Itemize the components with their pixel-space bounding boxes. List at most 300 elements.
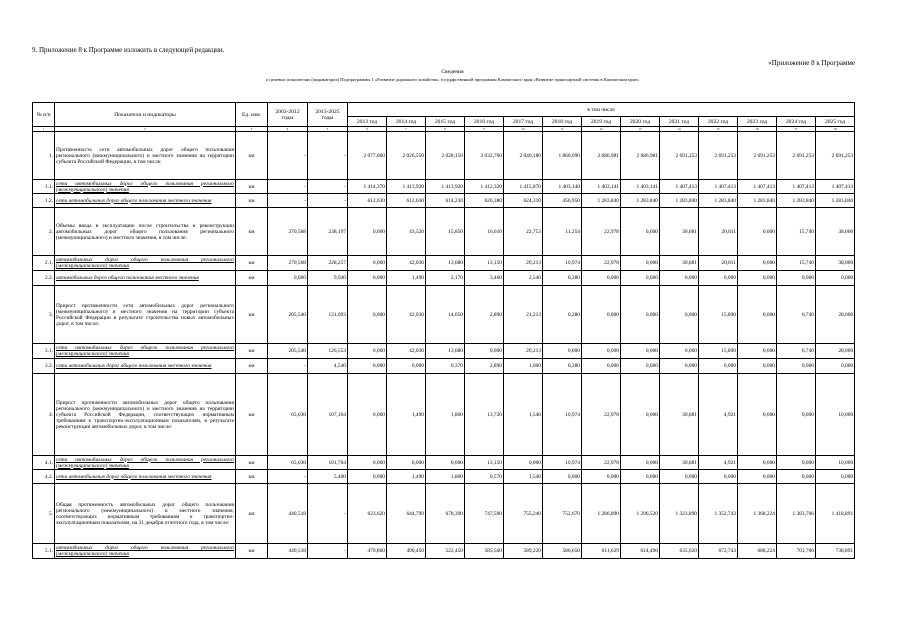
- table-row: [33, 470, 855, 484]
- row-year-value: 4,921: [699, 374, 738, 456]
- row-year-value: 6,740: [777, 286, 816, 344]
- appendix-reference: «Приложение 8 к Программе: [768, 59, 855, 67]
- column-number: 17: [777, 127, 816, 132]
- row-year-value: 1 860,090: [543, 132, 582, 180]
- col-header-year: 2015 год: [426, 117, 465, 127]
- row-year-value: 612,630: [387, 194, 426, 208]
- row-year-value: 0,000: [348, 208, 387, 256]
- row-year-value: 16,610: [465, 208, 504, 256]
- row-year-value: 0,000: [621, 470, 660, 484]
- row-year-value: 1 283,840: [660, 194, 699, 208]
- row-year-value: 0,000: [738, 359, 777, 374]
- row-year-value: 614,490: [621, 544, 660, 559]
- row-year-value: 0,000: [777, 271, 816, 286]
- row-indicator: Протяженность сети автомобильных дорог общего пользования регионального (межмуниципального) и местного значения на территории субъекта Российской Федерации, в том числе:: [55, 132, 236, 180]
- row-year-value: 11,254: [543, 208, 582, 256]
- row-year-value: 0,370: [426, 359, 465, 374]
- row-year-value: 738,891: [816, 544, 855, 559]
- row-period-2013-2025: 101,704: [308, 456, 348, 470]
- row-indicator: Прирост протяженности автомобильных дорог общего пользования регионального (межмуниципального) и местного значения на территории субъекта Российской Федерации, соответствующих нормативным требованиям к транспортно-эксплуатационным показателям, в результате реконструкции автомобильных дорог, в том числе:: [55, 374, 236, 456]
- row-number: 2.2.: [33, 271, 55, 286]
- row-year-value: 1,490: [387, 470, 426, 484]
- row-period-2013-2025: -: [308, 132, 348, 180]
- row-indicator: сети автомобильных дорог общего пользования регионального (межмуниципального) значения: [56, 180, 234, 193]
- row-period-2003-2012: 205,540: [268, 344, 308, 359]
- column-number: 18: [816, 127, 855, 132]
- row-year-value: 1 412,320: [465, 180, 504, 194]
- row-year-value: 20,811: [699, 256, 738, 271]
- row-year-value: 0,000: [348, 256, 387, 271]
- table-row: [33, 456, 855, 470]
- table-row: [33, 271, 855, 286]
- row-number: 3.1.: [33, 344, 55, 359]
- row-unit: км: [236, 256, 268, 271]
- row-unit: км: [236, 344, 268, 359]
- table-row: [33, 484, 855, 544]
- row-year-value: 38,000: [816, 256, 855, 271]
- row-year-value: 15,850: [426, 208, 465, 256]
- row-indicator: сети автомобильных дорог общего пользования местного значения: [55, 470, 236, 484]
- row-period-2003-2012: -: [268, 132, 308, 180]
- row-year-value: 22,978: [582, 374, 621, 456]
- row-unit: км: [236, 271, 268, 286]
- row-year-value: 522,450: [426, 544, 465, 559]
- row-year-value: 1 283,840: [582, 194, 621, 208]
- row-number: 2.: [33, 208, 55, 256]
- row-year-value: 0,000: [465, 344, 504, 359]
- row-indicator: сети автомобильных дорог общего пользования регионального (межмуниципального) значения: [56, 456, 234, 469]
- row-indicator: сети автомобильных дорог общего пользования регионального (межмуниципального) значения: [56, 345, 234, 357]
- row-period-2013-2025: 5,400: [308, 470, 348, 484]
- row-unit: км: [236, 180, 268, 194]
- row-year-value: 1 323,890: [660, 484, 699, 544]
- row-year-value: 1,490: [387, 374, 426, 456]
- row-indicator: Объемы ввода в эксплуатацию после строительства и реконструкции автомобильных дорог общего пользования регионального (межмуниципального) и местного значения, в том числе:: [55, 208, 236, 256]
- row-year-value: 15,740: [777, 256, 816, 271]
- row-year-value: 2 026,550: [387, 132, 426, 180]
- row-year-value: 1 407,413: [699, 180, 738, 194]
- col-header-year: 2018 год: [543, 117, 582, 127]
- row-year-value: 688,224: [738, 544, 777, 559]
- row-year-value: 612,630: [348, 194, 387, 208]
- row-year-value: 2 686,981: [582, 132, 621, 180]
- top-note: 9. Приложение 8 к Программе изложить в следующей редакции.: [32, 46, 225, 54]
- row-year-value: 10,000: [816, 374, 855, 456]
- row-year-value: 1,540: [504, 470, 543, 484]
- row-period-2003-2012: 270,568: [268, 256, 308, 271]
- row-year-value: 470,860: [348, 544, 387, 559]
- row-period-2013-2025: -: [308, 484, 348, 544]
- row-year-value: 38,000: [816, 208, 855, 256]
- column-number: 10: [504, 127, 543, 132]
- row-year-value: 0,000: [816, 470, 855, 484]
- row-year-value: 1 296,520: [621, 484, 660, 544]
- row-year-value: 0,000: [816, 359, 855, 374]
- row-period-2013-2025: 238,197: [308, 208, 348, 256]
- column-number: 11: [543, 127, 582, 132]
- row-year-value: 14,050: [426, 286, 465, 344]
- row-year-value: 1 407,413: [660, 180, 699, 194]
- row-year-value: 0,000: [504, 456, 543, 470]
- row-year-value: 0,000: [621, 208, 660, 256]
- row-year-value: 10,000: [816, 456, 855, 470]
- row-year-value: 755,240: [504, 484, 543, 544]
- row-year-value: 1 413,920: [387, 180, 426, 194]
- row-year-value: 0,000: [348, 374, 387, 456]
- column-number: 15: [699, 127, 738, 132]
- row-period-2003-2012: 270,568: [268, 208, 308, 256]
- row-unit: км: [236, 194, 268, 208]
- row-year-value: 1 283,840: [699, 194, 738, 208]
- row-year-value: 0,000: [738, 470, 777, 484]
- row-year-value: 1 403,140: [543, 180, 582, 194]
- col-header-indicator: Показатели и индикаторы: [55, 103, 236, 127]
- row-year-value: 0,280: [543, 286, 582, 344]
- row-unit: км: [236, 456, 268, 470]
- row-year-value: 10,974: [543, 456, 582, 470]
- row-year-value: 0,000: [816, 271, 855, 286]
- row-year-value: 0,000: [738, 208, 777, 256]
- row-year-value: 2,540: [504, 271, 543, 286]
- col-header-year: 2013 год: [348, 117, 387, 127]
- row-year-value: 0,000: [660, 359, 699, 374]
- col-header-year: 2014 год: [387, 117, 426, 127]
- row-year-value: 1 368,224: [738, 484, 777, 544]
- row-year-value: 1 415,870: [504, 180, 543, 194]
- row-year-value: 20,213: [504, 256, 543, 271]
- row-year-value: 4,921: [699, 456, 738, 470]
- table-row: [33, 132, 855, 180]
- row-year-value: 0,000: [660, 344, 699, 359]
- col-header-year: 2020 год: [621, 117, 660, 127]
- row-year-value: 13,150: [465, 256, 504, 271]
- row-period-2013-2025: 228,257: [308, 256, 348, 271]
- row-year-value: 22,978: [582, 456, 621, 470]
- row-year-value: 0,000: [699, 470, 738, 484]
- column-number: 8: [426, 127, 465, 132]
- row-year-value: 1 403,141: [621, 180, 660, 194]
- row-year-value: 0,000: [699, 271, 738, 286]
- col-header-year: 2024 год: [777, 117, 816, 127]
- column-number: 4: [268, 127, 308, 132]
- row-year-value: 0,000: [621, 359, 660, 374]
- row-unit: км: [236, 484, 268, 544]
- row-year-value: 1,540: [504, 374, 543, 456]
- row-year-value: 0,000: [738, 286, 777, 344]
- row-year-value: 2 691,253: [660, 132, 699, 180]
- row-indicator: сети автомобильных дорог общего пользования местного значения: [55, 359, 236, 374]
- row-year-value: 2 691,253: [738, 132, 777, 180]
- row-year-value: 644,790: [387, 484, 426, 544]
- row-year-value: 0,000: [426, 456, 465, 470]
- row-year-value: 0,000: [738, 456, 777, 470]
- row-year-value: 0,000: [543, 470, 582, 484]
- row-year-value: 2 691,253: [816, 132, 855, 180]
- row-year-value: 2 028,150: [426, 132, 465, 180]
- row-period-2003-2012: 440,518: [268, 544, 308, 559]
- row-unit: км: [236, 359, 268, 374]
- row-year-value: 42,030: [387, 286, 426, 344]
- table-row: [33, 359, 855, 374]
- row-number: 1.2.: [33, 194, 55, 208]
- row-period-2013-2025: 107,104: [308, 374, 348, 456]
- row-year-value: 2 691,253: [777, 132, 816, 180]
- row-year-value: 42,030: [387, 256, 426, 271]
- column-number: 3: [236, 127, 268, 132]
- row-year-value: 1 413,920: [426, 180, 465, 194]
- row-year-value: 752,670: [543, 484, 582, 544]
- row-year-value: 585,500: [465, 544, 504, 559]
- row-year-value: 0,000: [738, 374, 777, 456]
- row-year-value: 3,460: [465, 271, 504, 286]
- column-number: 14: [660, 127, 699, 132]
- row-number: 1.1.: [33, 180, 55, 194]
- row-year-value: 0,000: [582, 359, 621, 374]
- row-period-2003-2012: -: [268, 470, 308, 484]
- row-year-value: 1,800: [426, 470, 465, 484]
- row-year-value: 0,000: [660, 470, 699, 484]
- row-year-value: 1 286,890: [582, 484, 621, 544]
- table-row: [33, 256, 855, 271]
- row-year-value: 2 686,981: [621, 132, 660, 180]
- col-header-year: 2021 год: [660, 117, 699, 127]
- col-header-including: в том числе: [348, 103, 855, 117]
- row-year-value: 22,753: [504, 208, 543, 256]
- table-row: [33, 180, 855, 194]
- row-unit: км: [236, 286, 268, 344]
- row-year-value: 30,681: [660, 208, 699, 256]
- row-year-value: 0,000: [387, 359, 426, 374]
- row-number: 5.1.: [33, 544, 55, 559]
- row-period-2003-2012: 0,000: [268, 271, 308, 286]
- col-header-year: 2025 год: [816, 117, 855, 127]
- row-year-value: 28,000: [816, 286, 855, 344]
- row-year-value: 0,000: [738, 256, 777, 271]
- row-number: 5.: [33, 484, 55, 544]
- row-year-value: 0,000: [348, 359, 387, 374]
- row-unit: км: [236, 132, 268, 180]
- row-year-value: 1 407,413: [816, 180, 855, 194]
- row-unit: км: [236, 544, 268, 559]
- row-year-value: 635,620: [660, 544, 699, 559]
- row-year-value: 0,000: [348, 456, 387, 470]
- row-year-value: 9,000: [777, 456, 816, 470]
- col-header-period-2013-2025: 2013-2025 годы: [308, 103, 348, 127]
- row-year-value: 614,230: [426, 194, 465, 208]
- row-year-value: 0,000: [660, 286, 699, 344]
- row-year-value: 623,620: [348, 484, 387, 544]
- table-row: [33, 208, 855, 256]
- row-year-value: 2 032,700: [465, 132, 504, 180]
- row-year-value: 2 040,180: [504, 132, 543, 180]
- column-number: 1: [33, 127, 55, 132]
- row-year-value: 0,000: [348, 470, 387, 484]
- row-period-2013-2025: -: [308, 180, 348, 194]
- row-number: 3.: [33, 286, 55, 344]
- row-year-value: 703,706: [777, 544, 816, 559]
- row-year-value: 15,890: [699, 286, 738, 344]
- row-year-value: 1 418,891: [816, 484, 855, 544]
- row-number: 3.2.: [33, 359, 55, 374]
- row-year-value: 22,978: [582, 208, 621, 256]
- row-year-value: 0,570: [465, 470, 504, 484]
- row-year-value: 0,000: [348, 271, 387, 286]
- row-period-2013-2025: 4,540: [308, 359, 348, 374]
- row-year-value: 0,280: [543, 271, 582, 286]
- row-period-2003-2012: 205,540: [268, 286, 308, 344]
- row-year-value: 9,000: [777, 374, 816, 456]
- col-header-period-2003-2012: 2003-2012 годы: [268, 103, 308, 127]
- row-period-2013-2025: 131,093: [308, 286, 348, 344]
- row-year-value: 42,030: [387, 344, 426, 359]
- row-year-value: 611,629: [582, 544, 621, 559]
- row-year-value: 13,680: [426, 344, 465, 359]
- row-year-value: 1,800: [426, 374, 465, 456]
- row-year-value: 1,000: [504, 359, 543, 374]
- row-year-value: 0,000: [387, 456, 426, 470]
- row-year-value: 2 691,253: [699, 132, 738, 180]
- row-period-2013-2025: 126,553: [308, 344, 348, 359]
- row-year-value: 13,720: [465, 374, 504, 456]
- row-year-value: 1 283,840: [738, 194, 777, 208]
- row-year-value: 0,000: [621, 286, 660, 344]
- row-year-value: 0,000: [660, 271, 699, 286]
- row-year-value: 1 407,413: [777, 180, 816, 194]
- row-indicator: автомобильных дорог общего пользования местного значения: [55, 271, 236, 286]
- col-header-num: № п/п: [33, 103, 55, 127]
- row-year-value: 13,150: [465, 456, 504, 470]
- row-year-value: 0,000: [621, 256, 660, 271]
- row-unit: км: [236, 470, 268, 484]
- row-year-value: 1 407,413: [738, 180, 777, 194]
- row-year-value: 20,811: [699, 208, 738, 256]
- column-number: 7: [387, 127, 426, 132]
- row-year-value: 0,280: [543, 359, 582, 374]
- row-year-value: 1 283,840: [621, 194, 660, 208]
- row-year-value: 0,000: [738, 271, 777, 286]
- row-period-2003-2012: 65,030: [268, 456, 308, 470]
- column-number: 9: [465, 127, 504, 132]
- row-unit: км: [236, 208, 268, 256]
- row-period-2013-2025: -: [308, 544, 348, 559]
- row-year-value: 43,520: [387, 208, 426, 256]
- row-year-value: 30,681: [660, 374, 699, 456]
- row-year-value: 1 383,706: [777, 484, 816, 544]
- column-number: 6: [348, 127, 387, 132]
- row-year-value: 589,220: [504, 544, 543, 559]
- col-header-year: 2022 год: [699, 117, 738, 127]
- row-indicator: автомобильных дорог общего пользования регионального (межмуниципального) значения: [56, 545, 234, 557]
- indicators-table: [32, 102, 855, 559]
- row-year-value: 2 077,000: [348, 132, 387, 180]
- row-indicator: автомобильных дорог общего пользования регионального (межмуниципального) значения: [56, 257, 234, 269]
- col-header-year: 2017 год: [504, 117, 543, 127]
- row-year-value: 22,978: [582, 256, 621, 271]
- column-number: 13: [621, 127, 660, 132]
- row-number: 4.: [33, 374, 55, 456]
- row-period-2003-2012: -: [268, 359, 308, 374]
- row-year-value: 620,380: [465, 194, 504, 208]
- row-year-value: 0,000: [738, 344, 777, 359]
- row-year-value: 0,000: [582, 286, 621, 344]
- row-year-value: 1 352,743: [699, 484, 738, 544]
- row-year-value: 10,974: [543, 374, 582, 456]
- row-year-value: 0,000: [621, 456, 660, 470]
- row-number: 2.1.: [33, 256, 55, 271]
- row-year-value: 30,681: [660, 456, 699, 470]
- column-number: 5: [308, 127, 348, 132]
- row-year-value: 672,743: [699, 544, 738, 559]
- row-year-value: 1 414,370: [348, 180, 387, 194]
- row-year-value: 678,390: [426, 484, 465, 544]
- column-number: 16: [738, 127, 777, 132]
- row-period-2013-2025: 9,940: [308, 271, 348, 286]
- row-period-2003-2012: -: [268, 194, 308, 208]
- row-year-value: 0,000: [348, 344, 387, 359]
- col-header-year: 2019 год: [582, 117, 621, 127]
- row-indicator: Общая протяженность автомобильных дорог общего пользования регионального (межмуниципального) и местного значения, соответствующих нормативным требованиям к транспортно-эксплуатационным показателям, на 31 декабря отчетного года, в том числе:: [55, 484, 236, 544]
- row-year-value: 0,000: [699, 359, 738, 374]
- row-year-value: 15,890: [699, 344, 738, 359]
- row-year-value: 2,890: [465, 359, 504, 374]
- col-header-year: 2016 год: [465, 117, 504, 127]
- table-row: [33, 374, 855, 456]
- row-indicator: Прирост протяженности сети автомобильных дорог регионального (межмуниципального) и местного значения на территории субъекта Российской Федерации в результате строительства новых автомобильных дорог, в том числе:: [55, 286, 236, 344]
- row-year-value: 2,170: [426, 271, 465, 286]
- row-year-value: 21,213: [504, 286, 543, 344]
- row-year-value: 0,000: [777, 470, 816, 484]
- row-year-value: 1 283,840: [816, 194, 855, 208]
- row-indicator: сети автомобильных дорог общего пользования местного значения: [55, 194, 236, 208]
- row-year-value: 490,450: [387, 544, 426, 559]
- row-year-value: 0,000: [582, 344, 621, 359]
- col-header-year: 2023 год: [738, 117, 777, 127]
- col-header-unit: Ед. изм.: [236, 103, 268, 127]
- row-year-value: 0,000: [582, 470, 621, 484]
- row-year-value: 0,000: [621, 374, 660, 456]
- row-year-value: 456,950: [543, 194, 582, 208]
- row-year-value: 30,681: [660, 256, 699, 271]
- row-unit: км: [236, 374, 268, 456]
- column-number: 12: [582, 127, 621, 132]
- row-year-value: 1 283,840: [777, 194, 816, 208]
- row-year-value: 0,000: [582, 271, 621, 286]
- row-number: 4.2.: [33, 470, 55, 484]
- row-year-value: 586,650: [543, 544, 582, 559]
- row-year-value: 6,740: [777, 344, 816, 359]
- document-title: Сведения: [441, 69, 464, 75]
- row-year-value: 1,490: [387, 271, 426, 286]
- table-row: [33, 286, 855, 344]
- row-year-value: 624,310: [504, 194, 543, 208]
- row-year-value: 747,590: [465, 484, 504, 544]
- row-number: 1.: [33, 132, 55, 180]
- row-year-value: 28,000: [816, 344, 855, 359]
- row-period-2003-2012: -: [268, 180, 308, 194]
- row-period-2003-2012: 65,030: [268, 374, 308, 456]
- row-period-2013-2025: -: [308, 194, 348, 208]
- row-year-value: 1 403,141: [582, 180, 621, 194]
- row-year-value: 10,974: [543, 256, 582, 271]
- row-period-2003-2012: 440,518: [268, 484, 308, 544]
- row-year-value: 15,740: [777, 208, 816, 256]
- row-year-value: 20,213: [504, 344, 543, 359]
- document-subtitle: о целевых показателях (индикаторах) Подпрограммы 1 «Развитие дорожного хозяйства» государственной программы Камчатского края «Развитие транспортной системы в Камчатском крае»: [265, 77, 640, 82]
- row-year-value: 0,000: [348, 286, 387, 344]
- row-number: 4.1.: [33, 456, 55, 470]
- row-year-value: 0,000: [621, 271, 660, 286]
- row-year-value: 13,680: [426, 256, 465, 271]
